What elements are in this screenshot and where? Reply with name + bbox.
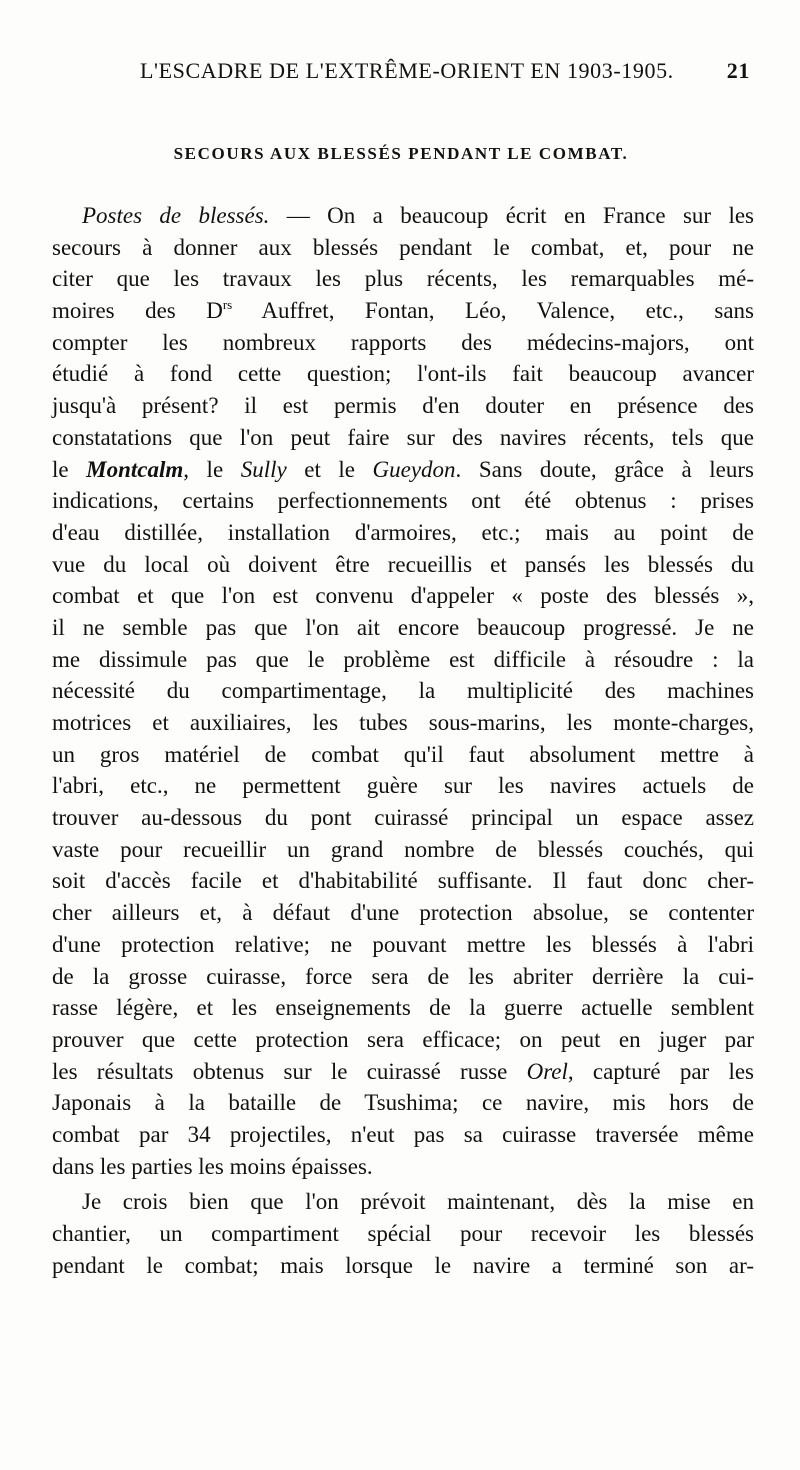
text-line: Je crois bien que l'on prévoit maintenant, dès la mise en bbox=[82, 1189, 754, 1215]
text-line bbox=[52, 200, 754, 232]
text-line: soit d'accès facile et d'habitabilité suffisante. Il faut donc cher- bbox=[52, 868, 754, 894]
text-line: me dissimule pas que le problème est difficile à résoudre : la bbox=[52, 646, 754, 672]
text-span: les résultats obtenus sur le cuirassé russe bbox=[52, 1058, 527, 1084]
text-span: — On a beaucoup écrit en France sur les bbox=[269, 203, 755, 228]
text-line: motrices et auxiliaires, les tubes sous-marins, les monte-charges, bbox=[52, 710, 754, 735]
text-line: cher ailleurs et, à défaut d'une protection absolue, se contenter bbox=[52, 900, 754, 926]
text-span: Auffret, Fontan, Léo, Valence, etc., sans bbox=[232, 298, 755, 324]
text-line: d'eau distillée, installation d'armoires, etc.; mais au point de bbox=[52, 519, 754, 545]
text-line: d'une protection relative; ne pouvant mettre les blessés à l'abri bbox=[52, 931, 754, 957]
text-line: vaste pour recueillir un grand nombre de blessés couchés, qui bbox=[52, 836, 754, 862]
text-line: pendant le combat; mais lorsque le navire a terminé son ar- bbox=[52, 1252, 754, 1278]
text-line: combat et que l'on est convenu d'appeler « poste des blessés », bbox=[52, 583, 754, 609]
ship-name: Montcalm bbox=[86, 456, 184, 482]
text-line: jusqu'à présent? il est permis d'en douter en présence des bbox=[52, 393, 754, 419]
text-line: compter les nombreux rapports des médecins-majors, ont bbox=[52, 329, 754, 355]
text-line: chantier, un compartiment spécial pour recevoir les blessés bbox=[52, 1221, 754, 1246]
ship-name: Orel bbox=[526, 1058, 568, 1084]
superscript: rs bbox=[222, 297, 233, 313]
section-heading: SECOURS AUX BLESSÉS PENDANT LE COMBAT. bbox=[173, 144, 629, 163]
paragraph-compartiment bbox=[52, 1186, 754, 1281]
text-line: nécessité du compartimentage, la multiplicité des machines bbox=[52, 678, 754, 704]
ship-name: Gueydon bbox=[372, 456, 456, 482]
text-line: prouver que cette protection sera efficace; on peut en juger par bbox=[52, 1026, 754, 1052]
page-number: 21 bbox=[726, 58, 750, 83]
text-line: étudié à fond cette question; l'ont-ils fait beaucoup avancer bbox=[52, 361, 754, 387]
text-line: citer que les travaux les plus récents, les remarquables mé- bbox=[52, 266, 754, 292]
text-span: moires des D bbox=[52, 298, 223, 324]
text-line: un gros matériel de combat qu'il faut absolument mettre à bbox=[52, 741, 754, 767]
text-line: il ne semble pas que l'on ait encore beaucoup progressé. Je ne bbox=[52, 614, 754, 640]
running-head bbox=[140, 58, 750, 92]
text-line: dans les parties les moins épaisses. bbox=[52, 1153, 373, 1179]
text-line bbox=[52, 454, 754, 486]
text-line: l'abri, etc., ne permettent guère sur les navires actuels de bbox=[52, 773, 754, 799]
text-line: de la grosse cuirasse, force sera de les abriter derrière la cui- bbox=[52, 963, 754, 989]
body-text bbox=[52, 200, 754, 1281]
paragraph-postes-de-blesses bbox=[52, 200, 754, 1182]
text-line: secours à donner aux blessés pendant le combat, et, pour ne bbox=[52, 234, 754, 260]
running-head-title: L'ESCADRE DE L'EXTRÊME-ORIENT EN 1903-1905. bbox=[140, 58, 674, 83]
text-line: combat par 34 projectiles, n'eut pas sa cuirasse traversée même bbox=[52, 1121, 754, 1147]
text-span: . Sans doute, grâce à leurs bbox=[455, 456, 754, 482]
text-line: indications, certains perfectionnements ont été obtenus : prises bbox=[52, 488, 754, 514]
text-line bbox=[52, 1056, 754, 1088]
text-line: constatations que l'on peut faire sur des navires récents, tels que bbox=[52, 424, 754, 450]
run-in-heading: Postes de blessés. bbox=[82, 203, 270, 228]
text-line: trouver au-dessous du pont cuirassé principal un espace assez bbox=[52, 805, 754, 831]
text-line bbox=[52, 295, 754, 327]
text-span: , le bbox=[183, 456, 241, 482]
text-line: vue du local où doivent être recueillis et pansés les blessés du bbox=[52, 551, 754, 577]
text-line: Japonais à la bataille de Tsushima; ce navire, mis hors de bbox=[52, 1090, 754, 1116]
text-span: , capturé par les bbox=[567, 1058, 754, 1084]
text-line: rasse légère, et les enseignements de la guerre actuelle semblent bbox=[52, 995, 754, 1021]
ship-name: Sully bbox=[240, 456, 287, 482]
text-span: le bbox=[52, 456, 87, 482]
text-span: et le bbox=[286, 456, 373, 482]
